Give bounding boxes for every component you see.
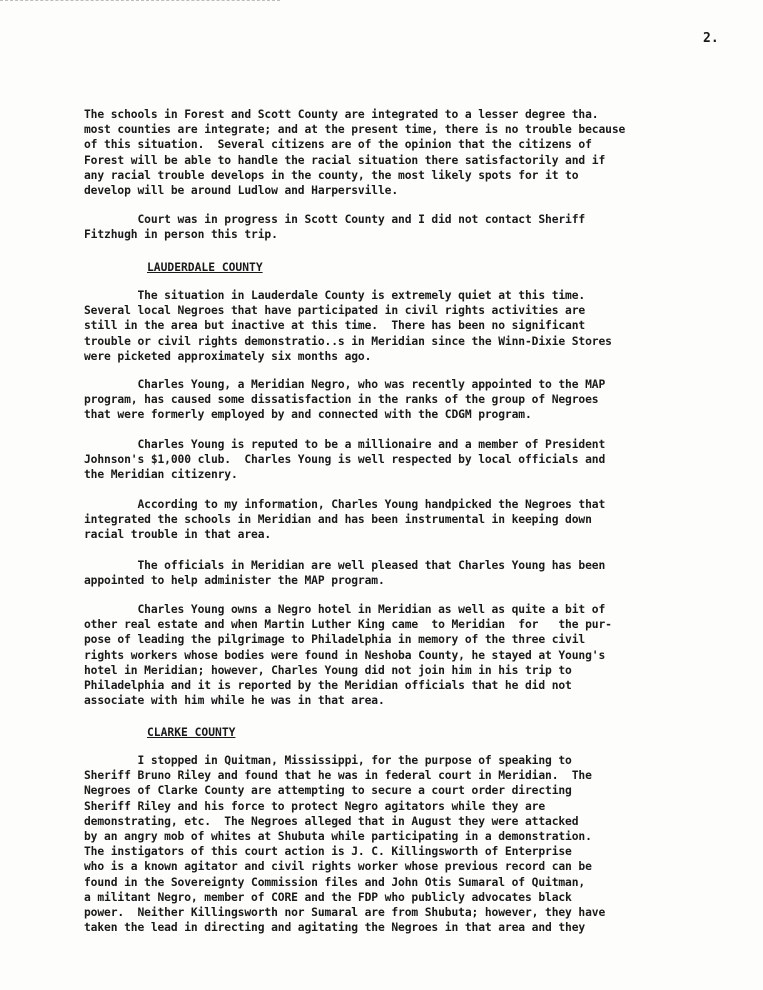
paragraph-negro-hotel: Charles Young owns a Negro hotel in Meridian as well as quite a bit of other real estate and when Martin Luther King came to Meridian for the pur- pose of leading the pilgrimage to Philadelphia in memory of the three civil rights workers whose bodies were found in Neshoba County, he stayed at Young's hotel in Meridian; however, Charles Young did not join him in his trip to Philadelphia and it is reported by the Meridian officials that he did not associate with him while he was in that area. <box>84 603 612 708</box>
paragraph-quitman-visit: I stopped in Quitman, Mississippi, for the purpose of speaking to Sheriff Bruno Riley and found that he was in federal court in Meridian. The Negroes of Clarke County are attempting to secure a court order directing Sheriff Riley and his force to protect Negro agitators while they are demonstrating, etc. The Negroes alleged that in August they were attacked by an angry mob of whites at Shubuta while participating in a demonstration. The instigators of this court action is J. C. Killingsworth of Enterprise who is a known agitator and civil rights worker whose previous record can be found in the Sovereignty Commission files and John Otis Sumaral of Quitman, a militant Negro, member of CORE and the FDP who publicly advocates black power. Neither Killingsworth nor Sumaral are from Shubuta; however, they have taken the lead in directing and agitating the Negroes in that area and they <box>84 754 606 935</box>
top-edge-dashes <box>0 0 280 1</box>
heading-clarke-county: CLARKE COUNTY <box>147 726 236 739</box>
paragraph-lauderdale-situation: The situation in Lauderdale County is extremely quiet at this time. Several local Negroes that have participated in civil rights activities are still in the area but inactive at this time. There has been no significant trouble or civil rights demonstratio..s in Meridian since the Winn-Dixie Stores were picketed approximately six months ago. <box>84 289 612 363</box>
paragraph-charles-young-millionaire: Charles Young is reputed to be a millionaire and a member of President Johnson's $1,000 club. Charles Young is well respected by local officials and the Meridian citizenry. <box>84 438 606 482</box>
paragraph-charles-young-map: Charles Young, a Meridian Negro, who was recently appointed to the MAP program, has caused some dissatisfaction in the ranks of the group of Negroes that were formerly employed by and connected with the CDGM program. <box>84 378 606 422</box>
paragraph-handpicked-negroes: According to my information, Charles Young handpicked the Negroes that integrated the schools in Meridian and has been instrumental in keeping down racial trouble in that area. <box>84 498 606 542</box>
paragraph-officials-pleased: The officials in Meridian are well pleased that Charles Young has been appointed to help administer the MAP program. <box>84 559 606 588</box>
page-number: 2. <box>703 31 719 46</box>
paragraph-schools-integration: The schools in Forest and Scott County are integrated to a lesser degree tha. most counties are integrate; and at the present time, there is no trouble because of this situation. Several citizens are of the opinion that the citizens of Forest will be able to handle the racial situation there satisfactorily and if any racial trouble develops in the county, the most likely spots for it to develop will be around Ludlow and Harpersville. <box>84 108 626 198</box>
paragraph-scott-county-court: Court was in progress in Scott County and I did not contact Sheriff Fitzhugh in person this trip. <box>84 213 586 242</box>
heading-lauderdale-county: LAUDERDALE COUNTY <box>147 261 263 274</box>
